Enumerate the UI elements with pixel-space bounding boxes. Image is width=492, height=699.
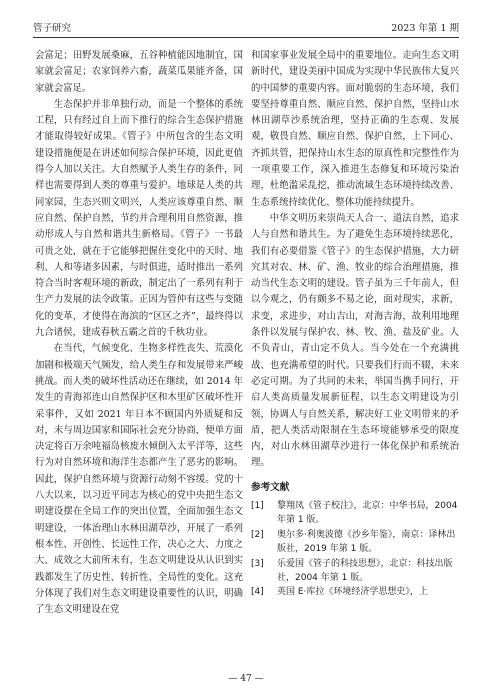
reference-text: 奥尔多·利奥波德《沙乡年鉴》，南京：译林出版社，2019 年第 1 版。 bbox=[277, 529, 456, 555]
paragraph: 会富足；田野发展桑麻，五谷种植能因地制宜，国家就会富足；农家饲养六畜，蔬菜瓜果能齐备，国家就会富足。 bbox=[35, 50, 243, 94]
reference-number: [4] bbox=[251, 587, 264, 598]
reference-number: [2] bbox=[251, 529, 264, 540]
reference-item bbox=[251, 528, 459, 557]
reference-item bbox=[251, 499, 459, 528]
paragraph: 和国家事业发展全局中的重要地位。走向生态文明新时代，建设美丽中国成为实现中华民族伟大复兴的中国梦的重要内容。面对脆弱的生态环境，我们要坚持尊重自然、顺应自然、保护自然，坚持山水林田湖草沙系统治理，坚持正确的生态观、发展观，敬畏自然、顺应自然、保护自然，上下同心、齐抓共管，把保持山水生态的原真性和完整性作为一项重要工作，深入推进生态修复和环境污染治理，杜绝滥采乱挖，推动流域生态环境持续改善、生态系统持续优化、整体功能持续提升。 bbox=[251, 50, 459, 208]
right-column bbox=[251, 48, 459, 600]
reference-text: 乐爱国《管子的科技思想》，北京：科技出版社，2004 年第 1 版。 bbox=[277, 558, 453, 584]
reference-number: [3] bbox=[251, 558, 264, 569]
running-header bbox=[33, 20, 459, 36]
page-number: — 47 — bbox=[228, 674, 264, 684]
reference-text: 黎翔凤《管子校注》，北京：中华书局，2004 年第 1 版。 bbox=[277, 501, 458, 526]
reference-item bbox=[251, 557, 459, 586]
paragraph: 中华文明历来崇尚天人合一、道法自然，追求人与自然和谐共生。为了避免生态环境持续恶化，我们有必要借鉴《管子》的生态保护措施，大力研究其对农、林、矿、渔、牧业的综合治理措施，推动当代生态文明的建设。管子虽为三千年前人，但以今观之，仍有颇多不易之论，面对现实，求新，求变，求进步，对山吉山，对海吉海，故利用地理条件以发展与保护农、林、牧、渔、盐及矿业。人不负青山，青山定不负人。当今处在一个充满挑战、也充满希望的时代。只要我们行而不辍，未来必定可期。为了共同的未来，举国当携手同行，开启人类高质量发展新征程，以生态文明建设为引领，协调人与自然关系，解决好工业文明带来的矛盾，把人类活动限制在生态环境能够承受的限度内，对山水林田湖草沙进行一体化保护和系统治理。 bbox=[251, 212, 459, 469]
journal-name: 管子研究 bbox=[33, 23, 72, 34]
references-title: 参考文献 bbox=[251, 481, 290, 493]
reference-item bbox=[251, 585, 459, 599]
header-rule bbox=[33, 37, 459, 38]
reference-number: [1] bbox=[251, 501, 264, 512]
reference-text: 英国 E·库拉《环境经济学思想史》，上 bbox=[277, 587, 428, 598]
issue-label: 2023 年第 1 期 bbox=[391, 23, 459, 34]
left-column bbox=[35, 48, 243, 618]
paragraph: 在当代，气候变化、生物多样性丧失、荒漠化加剧和极端天气频发，给人类生存和发展带来严峻挑战。而人类的破坏性活动还在继续，如 2014 年发生的青海祁连山自然保护区和木里矿区破坏性开采事件，又如 2021 年日本不顾国内外质疑和反对，未与周边国家和国际社会充分协商，便单方面决定将百万余吨福岛核废水倾倒入太平洋等，这些行为对自然环境和海洋生态都产生了恶劣的影响。因此，保护自然环境与资源行动刻不容缓。党的十八大以来，以习近平同志为核心的党中央把生态文明建设摆在全局工作的突出位置，全面加强生态文明建设，一体治理山水林田湖草沙，开展了一系列根本性、开创性、长远性工作，决心之大、力度之大、成效之大前所未有，生态文明建设从认识到实践都发生了历史性、转折性、全局性的变化。这充分体现了我们对生态文明建设重要性的认识，明确了生态文明建设在党 bbox=[35, 343, 243, 616]
paragraph: 生态保护并非单独行动，而是一个整体的系统工程，只有经过自上而下推行的综合生态保护措施才能取得较好成果。《管子》中所包含的生态文明建设措施便是在讲述如何综合保护环境，因此更值得今人加以关注。大自然赋予人类生存的条件，同样也需要得到人类的尊重与爱护。地球是人类的共同家园，生态兴则文明兴，人类应该尊重自然、顺应自然、保护自然，节约并合理利用自然资源，推动形成人与自然和谐共生新格局。《管子》一书最可贵之处，就在于它能够把握住变化中的天时、地利、人和等诸多因素，与时俱进，适时推出一系列符合当时客观环境的新政，制定出了一系列有利于生产力发展的法令政策。正因为管仲有这些与变随化的变革，才使得在海滨的“区区之齐”，最终得以九合诸侯，建成春秋五霸之首的千秋功业。 bbox=[35, 98, 243, 339]
